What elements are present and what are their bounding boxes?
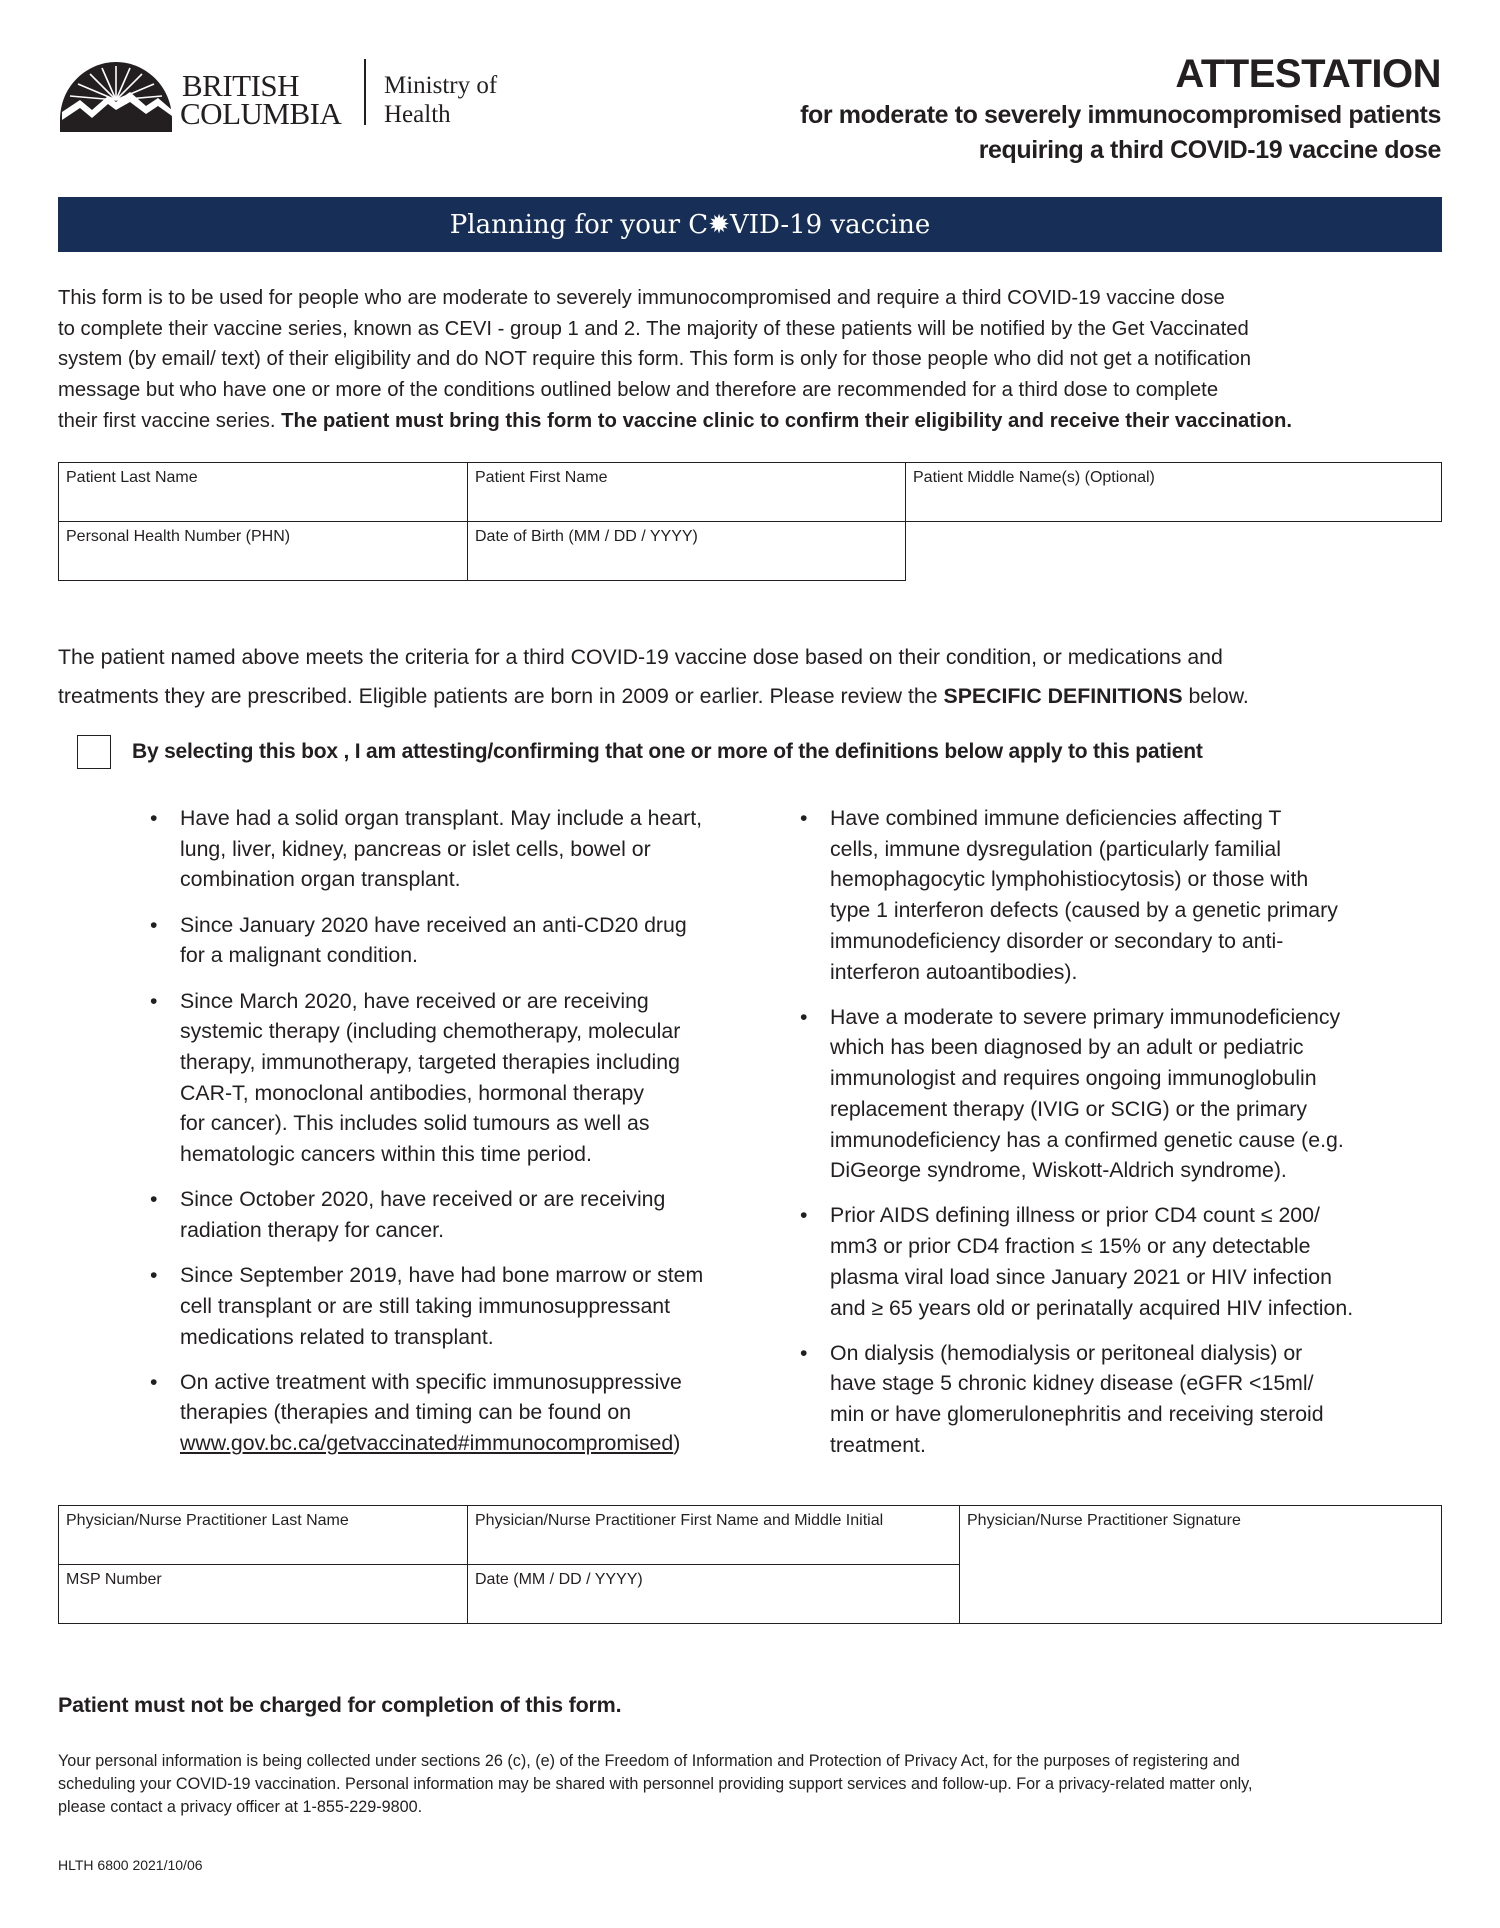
definition-line: which has been diagnosed by an adult or pediatric [830,1035,1304,1060]
criteria-end: below. [1182,684,1249,708]
attestation-label: By selecting this box , I am attesting/confirming that one or more of the definitions below apply to this patient [132,740,1203,763]
definition-line: immunodeficiency disorder or secondary to anti- [830,928,1284,953]
definition-line: replacement therapy (IVIG or SCIG) or the primary [830,1096,1307,1121]
specific-definitions: SPECIFIC DEFINITIONS [943,684,1183,708]
criteria-paragraph [58,638,1249,716]
blank-cell [906,522,1442,581]
intro-bold-instruction: The patient must bring this form to vaccine clinic to confirm their eligibility and receive their vaccination. [281,409,1293,432]
no-charge-notice: Patient must not be charged for completion of this form. [58,1693,622,1717]
definition-item [800,1338,1353,1461]
definition-line: radiation therapy for cancer. [180,1217,444,1242]
definition-line: Have combined immune deficiencies affecting T [830,806,1282,830]
definition-line: therapies (therapies and timing can be found on [180,1400,632,1425]
definition-line: for cancer). This includes solid tumours as well as [180,1111,650,1136]
intro-line: to complete their vaccine series, known as CEVI - group 1 and 2. The majority of these patients will be notified by the Get Vaccinated [58,317,1249,340]
field-label: Physician/Nurse Practitioner Last Name [66,1512,349,1529]
definition-line: treatment. [830,1432,926,1457]
definition-line: plasma viral load since January 2021 or HIV infection [830,1264,1332,1289]
bc-logo-icon [58,60,174,134]
definition-line: medications related to transplant. [180,1324,494,1349]
field-label: Date (MM / DD / YYYY) [475,1571,643,1588]
definitions-right-column [800,803,1353,1475]
bullet-icon: • [150,988,158,1013]
criteria-line [58,677,1249,716]
definition-line: immunodeficiency has a confirmed genetic cause (e.g. [830,1127,1344,1152]
definition-line: have stage 5 chronic kidney disease (eGFR <15ml/ [830,1371,1314,1396]
definition-line: DiGeorge syndrome, Wiskott-Aldrich syndrome). [830,1158,1287,1183]
patient-info-table [58,462,1442,581]
definition-item [150,1184,703,1245]
logo-british: BRITISH [182,68,300,103]
link-close: ) [673,1431,681,1456]
intro-line: message but who have one or more of the conditions outlined below and therefore are recommended for a third dose to complete [58,379,1219,402]
definition-line: Prior AIDS defining illness or prior CD4 count ≤ 200/ [830,1203,1320,1228]
definition-line: Since September 2019, have had bone marrow or stem [180,1263,704,1288]
bullet-icon: • [150,1369,158,1394]
definition-line: type 1 interferon defects (caused by a genetic primary [830,898,1338,923]
definition-item [800,1200,1353,1323]
page-subtitle-line2: requiring a third COVID-19 vaccine dose [978,136,1441,164]
phn-field[interactable] [59,522,468,581]
bullet-icon: • [150,1263,158,1288]
bullet-icon: • [150,1187,158,1212]
intro-paragraph [58,283,1458,437]
definition-item [150,803,703,895]
definition-line: immunologist and requires ongoing immunoglobulin [830,1066,1317,1091]
criteria-line: The patient named above meets the criteria for a third COVID-19 vaccine dose based on their condition, or medications and [58,645,1223,669]
field-label: MSP Number [66,1571,162,1588]
privacy-line: Your personal information is being collected under sections 26 (c), (e) of the Freedom of Information and Protection of Privacy Act, for the purposes of registering and [58,1752,1240,1770]
intro-line: system (by email/ text) of their eligibility and do NOT require this form. This form is only for those people who did not get a notification [58,348,1252,371]
definition-line: Have a moderate to severe primary immunodeficiency [830,1004,1341,1029]
privacy-line: scheduling your COVID-19 vaccination. Personal information may be shared with personnel providing support services and follow-up. For a privacy-related matter only, [58,1775,1253,1793]
logo-divider [364,59,366,125]
logo-ministry: Ministry of [384,72,498,99]
definition-line: mm3 or prior CD4 fraction ≤ 15% or any detectable [830,1234,1311,1259]
definition-line: systemic therapy (including chemotherapy, molecular [180,1019,681,1044]
definition-line: Since January 2020 have received an anti-CD20 drug [180,912,687,937]
field-label: Date of Birth (MM / DD / YYYY) [475,528,698,545]
logo-health: Health [384,101,451,128]
definition-item [150,910,703,971]
date-of-birth-field[interactable] [468,522,906,581]
definition-item [150,986,703,1170]
patient-middle-name-field[interactable] [906,463,1442,522]
definition-line: Since March 2020, have received or are receiving [180,988,649,1013]
msp-number-field[interactable] [59,1565,468,1624]
definition-line: hemophagocytic lymphohistiocytosis) or those with [830,867,1309,892]
field-label: Patient Last Name [66,469,198,486]
patient-first-name-field[interactable] [468,463,906,522]
logo-columbia: COLUMBIA [180,96,342,131]
definition-line: therapy, immunotherapy, targeted therapies including [180,1049,680,1074]
form-number: HLTH 6800 2021/10/06 [58,1857,203,1873]
physician-signature-field[interactable] [960,1506,1442,1624]
bullet-icon: • [800,1004,808,1029]
definition-line: hematologic cancers within this time period. [180,1142,592,1167]
definition-line: cells, immune dysregulation (particularly familial [830,836,1281,861]
attestation-checkbox[interactable] [77,735,111,769]
definition-line: Have had a solid organ transplant. May include a heart, [180,806,703,830]
bullet-icon: • [800,1203,808,1228]
field-label: Physician/Nurse Practitioner Signature [967,1512,1241,1529]
immunocompromised-link[interactable]: www.gov.bc.ca/getvaccinated#immunocompromised [180,1431,674,1456]
patient-last-name-field[interactable] [59,463,468,522]
bullet-icon: • [150,806,158,830]
physician-info-table [58,1505,1442,1624]
field-label: Physician/Nurse Practitioner First Name and Middle Initial [475,1512,884,1529]
definition-item [150,1367,703,1459]
covid-vaccine-banner [58,197,1442,252]
definition-line: and ≥ 65 years old or perinatally acquired HIV infection. [830,1295,1354,1320]
definition-line: On active treatment with specific immunosuppressive [180,1369,682,1394]
definition-item [800,1002,1353,1186]
bullet-icon: • [800,1340,808,1365]
physician-first-name-field[interactable] [468,1506,960,1565]
physician-date-field[interactable] [468,1565,960,1624]
field-label: Patient First Name [475,469,608,486]
criteria-plain: treatments they are prescribed. Eligible patients are born in 2009 or earlier. Please review the [58,684,944,708]
definition-line [180,1428,703,1459]
definition-line: lung, liver, kidney, pancreas or islet cells, bowel or [180,836,651,861]
definition-line: Since October 2020, have received or are receiving [180,1187,666,1212]
bullet-icon: • [150,912,158,937]
definition-line: combination organ transplant. [180,867,461,892]
field-label: Personal Health Number (PHN) [66,528,291,545]
definition-item [800,803,1353,987]
intro-line: This form is to be used for people who are moderate to severely immunocompromised and require a third COVID-19 vaccine dose [58,287,1225,309]
definitions-left-column [150,803,703,1473]
intro-line-last [58,406,1458,437]
definition-line: for a malignant condition. [180,943,418,968]
privacy-line: please contact a privacy officer at 1-855-229-9800. [58,1798,423,1816]
definition-line: interferon autoantibodies). [830,959,1078,984]
definition-line: min or have glomerulonephritis and receiving steroid [830,1402,1324,1427]
definition-item [150,1260,703,1352]
privacy-notice [58,1750,1253,1819]
bullet-icon: • [800,806,808,830]
intro-plain: their first vaccine series. [58,409,282,432]
page-title: ATTESTATION [1175,52,1441,96]
physician-last-name-field[interactable] [59,1506,468,1565]
definition-line: On dialysis (hemodialysis or peritoneal dialysis) or [830,1340,1303,1365]
definition-line: cell transplant or are still taking immunosuppressant [180,1293,671,1318]
page-subtitle-line1: for moderate to severely immunocompromised patients [800,101,1441,129]
definition-line: CAR-T, monoclonal antibodies, hormonal therapy [180,1080,645,1105]
banner-text: Planning for your C✹VID-19 vaccine [449,209,931,240]
field-label: Patient Middle Name(s) (Optional) [913,469,1155,486]
